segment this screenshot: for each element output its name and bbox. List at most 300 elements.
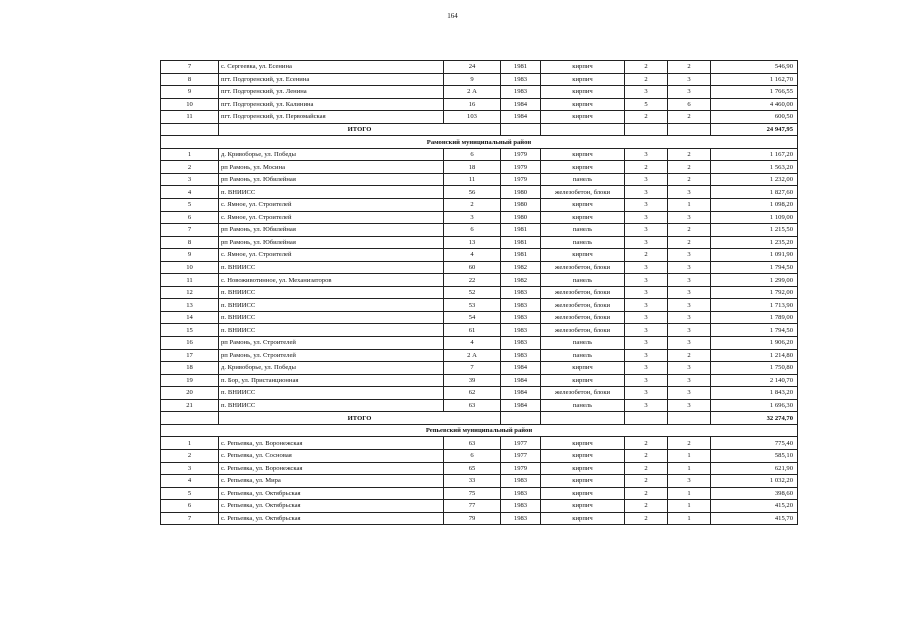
address-cell: рп Рамонь, ул. Юбилейная — [219, 224, 444, 237]
entrances-cell: 2 — [668, 236, 711, 249]
address-cell: с. Репьевка, ул. Октябрьская — [219, 487, 444, 500]
table-row — [161, 500, 798, 513]
area-cell: 600,50 — [711, 111, 798, 124]
year-cell: 1977 — [501, 437, 541, 450]
empty-cell — [541, 412, 625, 425]
year-cell: 1983 — [501, 286, 541, 299]
entrances-cell: 2 — [668, 111, 711, 124]
table-row — [161, 86, 798, 99]
entrances-cell: 3 — [668, 274, 711, 287]
house-number-cell: 79 — [444, 512, 501, 525]
table-row — [161, 475, 798, 488]
row-number-cell: 4 — [161, 475, 219, 488]
row-number-cell: 6 — [161, 211, 219, 224]
entrances-cell: 3 — [668, 337, 711, 350]
empty-cell — [161, 412, 219, 425]
entrances-cell: 3 — [668, 211, 711, 224]
material-cell: панель — [541, 349, 625, 362]
year-cell: 1983 — [501, 500, 541, 513]
house-number-cell: 65 — [444, 462, 501, 475]
area-cell: 1 215,50 — [711, 224, 798, 237]
table-row — [161, 186, 798, 199]
material-cell: железобетон, блоки — [541, 311, 625, 324]
year-cell: 1981 — [501, 61, 541, 74]
address-cell: п. ВНИИСС — [219, 261, 444, 274]
year-cell: 1984 — [501, 111, 541, 124]
material-cell: панель — [541, 399, 625, 412]
floors-cell: 2 — [625, 249, 668, 262]
total-row — [161, 123, 798, 136]
entrances-cell: 1 — [668, 500, 711, 513]
row-number-cell: 10 — [161, 261, 219, 274]
floors-cell: 3 — [625, 211, 668, 224]
area-cell: 585,10 — [711, 449, 798, 462]
row-number-cell: 8 — [161, 236, 219, 249]
address-cell: п. ВНИИСС — [219, 286, 444, 299]
address-cell: пгт. Подгоренский, ул. Есенина — [219, 73, 444, 86]
house-number-cell: 11 — [444, 173, 501, 186]
address-cell: рп Рамонь, ул. Строителей — [219, 337, 444, 350]
table-row — [161, 199, 798, 212]
address-cell: п. ВНИИСС — [219, 387, 444, 400]
row-number-cell: 14 — [161, 311, 219, 324]
address-cell: с. Репьевка, ул. Воронежская — [219, 462, 444, 475]
address-cell: рп Рамонь, ул. Юбилейная — [219, 173, 444, 186]
table-row — [161, 387, 798, 400]
floors-cell: 3 — [625, 148, 668, 161]
house-number-cell: 13 — [444, 236, 501, 249]
entrances-cell: 3 — [668, 86, 711, 99]
page-number: 164 — [447, 12, 458, 20]
area-cell: 1 032,20 — [711, 475, 798, 488]
empty-cell — [501, 412, 541, 425]
row-number-cell: 10 — [161, 98, 219, 111]
table-row — [161, 324, 798, 337]
address-cell: с. Репьевка, ул. Октябрьская — [219, 500, 444, 513]
year-cell: 1981 — [501, 224, 541, 237]
area-cell: 1 792,00 — [711, 286, 798, 299]
row-number-cell: 20 — [161, 387, 219, 400]
area-cell: 1 794,50 — [711, 324, 798, 337]
material-cell: кирпич — [541, 249, 625, 262]
house-number-cell: 4 — [444, 249, 501, 262]
house-number-cell: 24 — [444, 61, 501, 74]
year-cell: 1980 — [501, 199, 541, 212]
table-row — [161, 261, 798, 274]
material-cell: кирпич — [541, 512, 625, 525]
house-number-cell: 52 — [444, 286, 501, 299]
entrances-cell: 2 — [668, 437, 711, 450]
year-cell: 1984 — [501, 362, 541, 375]
row-number-cell: 6 — [161, 500, 219, 513]
row-number-cell: 19 — [161, 374, 219, 387]
material-cell: кирпич — [541, 161, 625, 174]
empty-cell — [625, 412, 668, 425]
row-number-cell: 5 — [161, 199, 219, 212]
floors-cell: 2 — [625, 73, 668, 86]
area-cell: 1 789,00 — [711, 311, 798, 324]
floors-cell: 2 — [625, 449, 668, 462]
table-row — [161, 512, 798, 525]
table-row — [161, 374, 798, 387]
material-cell: железобетон, блоки — [541, 324, 625, 337]
row-number-cell: 3 — [161, 173, 219, 186]
year-cell: 1984 — [501, 399, 541, 412]
address-cell: с. Репьевка, ул. Сосновая — [219, 449, 444, 462]
material-cell: кирпич — [541, 111, 625, 124]
material-cell: кирпич — [541, 500, 625, 513]
floors-cell: 3 — [625, 186, 668, 199]
area-cell: 1 906,20 — [711, 337, 798, 350]
entrances-cell: 3 — [668, 286, 711, 299]
floors-cell: 3 — [625, 337, 668, 350]
material-cell: железобетон, блоки — [541, 387, 625, 400]
table-row — [161, 487, 798, 500]
material-cell: кирпич — [541, 61, 625, 74]
house-number-cell: 6 — [444, 148, 501, 161]
table-row — [161, 299, 798, 312]
entrances-cell: 3 — [668, 186, 711, 199]
row-number-cell: 3 — [161, 462, 219, 475]
address-cell: с. Сергеевка, ул. Есенина — [219, 61, 444, 74]
house-number-cell: 62 — [444, 387, 501, 400]
house-number-cell: 54 — [444, 311, 501, 324]
floors-cell: 3 — [625, 387, 668, 400]
floors-cell: 3 — [625, 299, 668, 312]
house-number-cell: 6 — [444, 449, 501, 462]
floors-cell: 3 — [625, 374, 668, 387]
row-number-cell: 11 — [161, 111, 219, 124]
floors-cell: 3 — [625, 199, 668, 212]
empty-cell — [541, 123, 625, 136]
area-cell: 1 843,20 — [711, 387, 798, 400]
material-cell: железобетон, блоки — [541, 299, 625, 312]
year-cell: 1983 — [501, 73, 541, 86]
area-cell: 415,70 — [711, 512, 798, 525]
row-number-cell: 12 — [161, 286, 219, 299]
area-cell: 775,40 — [711, 437, 798, 450]
year-cell: 1983 — [501, 299, 541, 312]
year-cell: 1979 — [501, 173, 541, 186]
entrances-cell: 1 — [668, 462, 711, 475]
material-cell: кирпич — [541, 73, 625, 86]
housing-table — [160, 60, 798, 525]
address-cell: с. Ямное, ул. Строителей — [219, 249, 444, 262]
area-cell: 1 098,20 — [711, 199, 798, 212]
floors-cell: 3 — [625, 236, 668, 249]
area-cell: 1 109,00 — [711, 211, 798, 224]
area-cell: 1 299,00 — [711, 274, 798, 287]
table-row — [161, 449, 798, 462]
material-cell: кирпич — [541, 475, 625, 488]
row-number-cell: 9 — [161, 249, 219, 262]
floors-cell: 3 — [625, 349, 668, 362]
material-cell: железобетон, блоки — [541, 286, 625, 299]
address-cell: д. Кривоборье, ул. Победы — [219, 148, 444, 161]
address-cell: п. Бор, ул. Пристанционная — [219, 374, 444, 387]
table-row — [161, 437, 798, 450]
house-number-cell: 3 — [444, 211, 501, 224]
table-row — [161, 462, 798, 475]
material-cell: кирпич — [541, 211, 625, 224]
row-number-cell: 16 — [161, 337, 219, 350]
entrances-cell: 3 — [668, 399, 711, 412]
year-cell: 1979 — [501, 161, 541, 174]
entrances-cell: 1 — [668, 199, 711, 212]
address-cell: рп Рамонь, ул. Юбилейная — [219, 236, 444, 249]
year-cell: 1984 — [501, 98, 541, 111]
house-number-cell: 60 — [444, 261, 501, 274]
entrances-cell: 1 — [668, 512, 711, 525]
year-cell: 1984 — [501, 387, 541, 400]
house-number-cell: 39 — [444, 374, 501, 387]
material-cell: железобетон, блоки — [541, 261, 625, 274]
total-value: 32 274,70 — [711, 412, 798, 425]
house-number-cell: 2 — [444, 199, 501, 212]
house-number-cell: 53 — [444, 299, 501, 312]
entrances-cell: 6 — [668, 98, 711, 111]
floors-cell: 3 — [625, 173, 668, 186]
material-cell: кирпич — [541, 437, 625, 450]
table-row — [161, 274, 798, 287]
year-cell: 1983 — [501, 86, 541, 99]
year-cell: 1981 — [501, 249, 541, 262]
entrances-cell: 1 — [668, 487, 711, 500]
entrances-cell: 3 — [668, 73, 711, 86]
house-number-cell: 63 — [444, 399, 501, 412]
empty-cell — [501, 123, 541, 136]
address-cell: п. ВНИИСС — [219, 399, 444, 412]
row-number-cell: 7 — [161, 61, 219, 74]
address-cell: с. Ямное, ул. Строителей — [219, 211, 444, 224]
row-number-cell: 17 — [161, 349, 219, 362]
empty-cell — [161, 123, 219, 136]
floors-cell: 2 — [625, 61, 668, 74]
address-cell: п. ВНИИСС — [219, 299, 444, 312]
area-cell: 4 460,00 — [711, 98, 798, 111]
material-cell: кирпич — [541, 199, 625, 212]
table-row — [161, 236, 798, 249]
row-number-cell: 1 — [161, 437, 219, 450]
floors-cell: 3 — [625, 86, 668, 99]
row-number-cell: 18 — [161, 362, 219, 375]
year-cell: 1984 — [501, 374, 541, 387]
address-cell: с. Репьевка, ул. Воронежская — [219, 437, 444, 450]
floors-cell: 2 — [625, 161, 668, 174]
house-number-cell: 56 — [444, 186, 501, 199]
area-cell: 1 713,90 — [711, 299, 798, 312]
material-cell: панель — [541, 274, 625, 287]
area-cell: 546,90 — [711, 61, 798, 74]
floors-cell: 2 — [625, 111, 668, 124]
row-number-cell: 11 — [161, 274, 219, 287]
material-cell: кирпич — [541, 98, 625, 111]
entrances-cell: 3 — [668, 324, 711, 337]
table-body — [161, 61, 798, 525]
row-number-cell: 8 — [161, 73, 219, 86]
house-number-cell: 18 — [444, 161, 501, 174]
empty-cell — [625, 123, 668, 136]
area-cell: 621,90 — [711, 462, 798, 475]
entrances-cell: 3 — [668, 311, 711, 324]
address-cell: с. Репьевка, ул. Мира — [219, 475, 444, 488]
total-label: ИТОГО — [219, 123, 501, 136]
material-cell: панель — [541, 236, 625, 249]
area-cell: 1 091,90 — [711, 249, 798, 262]
table-row — [161, 73, 798, 86]
floors-cell: 2 — [625, 512, 668, 525]
table-row — [161, 98, 798, 111]
address-cell: рп Рамонь, ул. Строителей — [219, 349, 444, 362]
address-cell: рп Рамонь, ул. Мосина — [219, 161, 444, 174]
address-cell: пгт. Подгоренский, ул. Ленина — [219, 86, 444, 99]
district-title: Репьевский муниципальный район — [161, 424, 798, 437]
table-row — [161, 249, 798, 262]
address-cell: п. ВНИИСС — [219, 311, 444, 324]
material-cell: кирпич — [541, 449, 625, 462]
table-row — [161, 61, 798, 74]
entrances-cell: 2 — [668, 173, 711, 186]
house-number-cell: 9 — [444, 73, 501, 86]
floors-cell: 5 — [625, 98, 668, 111]
year-cell: 1981 — [501, 236, 541, 249]
house-number-cell: 16 — [444, 98, 501, 111]
area-cell: 1 696,30 — [711, 399, 798, 412]
house-number-cell: 75 — [444, 487, 501, 500]
entrances-cell: 2 — [668, 349, 711, 362]
table-row — [161, 173, 798, 186]
address-cell: п. ВНИИСС — [219, 324, 444, 337]
district-header-row — [161, 424, 798, 437]
row-number-cell: 13 — [161, 299, 219, 312]
house-number-cell: 63 — [444, 437, 501, 450]
entrances-cell: 2 — [668, 61, 711, 74]
floors-cell: 3 — [625, 362, 668, 375]
area-cell: 1 766,55 — [711, 86, 798, 99]
floors-cell: 3 — [625, 261, 668, 274]
entrances-cell: 2 — [668, 224, 711, 237]
material-cell: панель — [541, 173, 625, 186]
material-cell: панель — [541, 337, 625, 350]
total-row — [161, 412, 798, 425]
row-number-cell: 9 — [161, 86, 219, 99]
entrances-cell: 2 — [668, 161, 711, 174]
area-cell: 1 827,60 — [711, 186, 798, 199]
house-number-cell: 2 А — [444, 86, 501, 99]
floors-cell: 2 — [625, 500, 668, 513]
entrances-cell: 3 — [668, 475, 711, 488]
house-number-cell: 6 — [444, 224, 501, 237]
district-header-row — [161, 136, 798, 149]
entrances-cell: 3 — [668, 362, 711, 375]
table-row — [161, 311, 798, 324]
area-cell: 1 214,80 — [711, 349, 798, 362]
house-number-cell: 77 — [444, 500, 501, 513]
year-cell: 1982 — [501, 274, 541, 287]
floors-cell: 2 — [625, 475, 668, 488]
year-cell: 1983 — [501, 349, 541, 362]
material-cell: кирпич — [541, 86, 625, 99]
entrances-cell: 3 — [668, 299, 711, 312]
material-cell: кирпич — [541, 148, 625, 161]
address-cell: с. Новоживотинное, ул. Механизаторов — [219, 274, 444, 287]
floors-cell: 3 — [625, 324, 668, 337]
table-row — [161, 161, 798, 174]
table-row — [161, 337, 798, 350]
floors-cell: 3 — [625, 286, 668, 299]
year-cell: 1983 — [501, 487, 541, 500]
row-number-cell: 7 — [161, 224, 219, 237]
address-cell: пгт. Подгоренский, ул. Калинина — [219, 98, 444, 111]
floors-cell: 3 — [625, 311, 668, 324]
empty-cell — [668, 123, 711, 136]
floors-cell: 3 — [625, 224, 668, 237]
row-number-cell: 2 — [161, 161, 219, 174]
row-number-cell: 2 — [161, 449, 219, 462]
area-cell: 1 750,80 — [711, 362, 798, 375]
table-row — [161, 286, 798, 299]
row-number-cell: 7 — [161, 512, 219, 525]
house-number-cell: 103 — [444, 111, 501, 124]
area-cell: 415,20 — [711, 500, 798, 513]
material-cell: кирпич — [541, 374, 625, 387]
table-row — [161, 399, 798, 412]
entrances-cell: 2 — [668, 148, 711, 161]
year-cell: 1983 — [501, 324, 541, 337]
address-cell: п. ВНИИСС — [219, 186, 444, 199]
row-number-cell: 5 — [161, 487, 219, 500]
table-row — [161, 111, 798, 124]
year-cell: 1980 — [501, 186, 541, 199]
house-number-cell: 2 А — [444, 349, 501, 362]
year-cell: 1983 — [501, 337, 541, 350]
table-row — [161, 362, 798, 375]
material-cell: железобетон, блоки — [541, 186, 625, 199]
entrances-cell: 3 — [668, 374, 711, 387]
area-cell: 2 140,70 — [711, 374, 798, 387]
total-label: ИТОГО — [219, 412, 501, 425]
year-cell: 1983 — [501, 475, 541, 488]
table-row — [161, 211, 798, 224]
address-cell: пгт. Подгоренский, ул. Первомайская — [219, 111, 444, 124]
year-cell: 1977 — [501, 449, 541, 462]
row-number-cell: 21 — [161, 399, 219, 412]
total-value: 24 947,95 — [711, 123, 798, 136]
area-cell: 1 162,70 — [711, 73, 798, 86]
area-cell: 1 794,50 — [711, 261, 798, 274]
floors-cell: 2 — [625, 462, 668, 475]
year-cell: 1979 — [501, 462, 541, 475]
house-number-cell: 7 — [444, 362, 501, 375]
address-cell: д. Кривоборье, ул. Победы — [219, 362, 444, 375]
district-title: Рамонский муниципальный район — [161, 136, 798, 149]
house-number-cell: 61 — [444, 324, 501, 337]
year-cell: 1980 — [501, 211, 541, 224]
house-number-cell: 22 — [444, 274, 501, 287]
area-cell: 398,60 — [711, 487, 798, 500]
material-cell: кирпич — [541, 362, 625, 375]
material-cell: кирпич — [541, 462, 625, 475]
floors-cell: 2 — [625, 437, 668, 450]
row-number-cell: 4 — [161, 186, 219, 199]
row-number-cell: 15 — [161, 324, 219, 337]
year-cell: 1982 — [501, 261, 541, 274]
address-cell: с. Ямное, ул. Строителей — [219, 199, 444, 212]
row-number-cell: 1 — [161, 148, 219, 161]
table-row — [161, 224, 798, 237]
area-cell: 1 167,20 — [711, 148, 798, 161]
table-row — [161, 148, 798, 161]
